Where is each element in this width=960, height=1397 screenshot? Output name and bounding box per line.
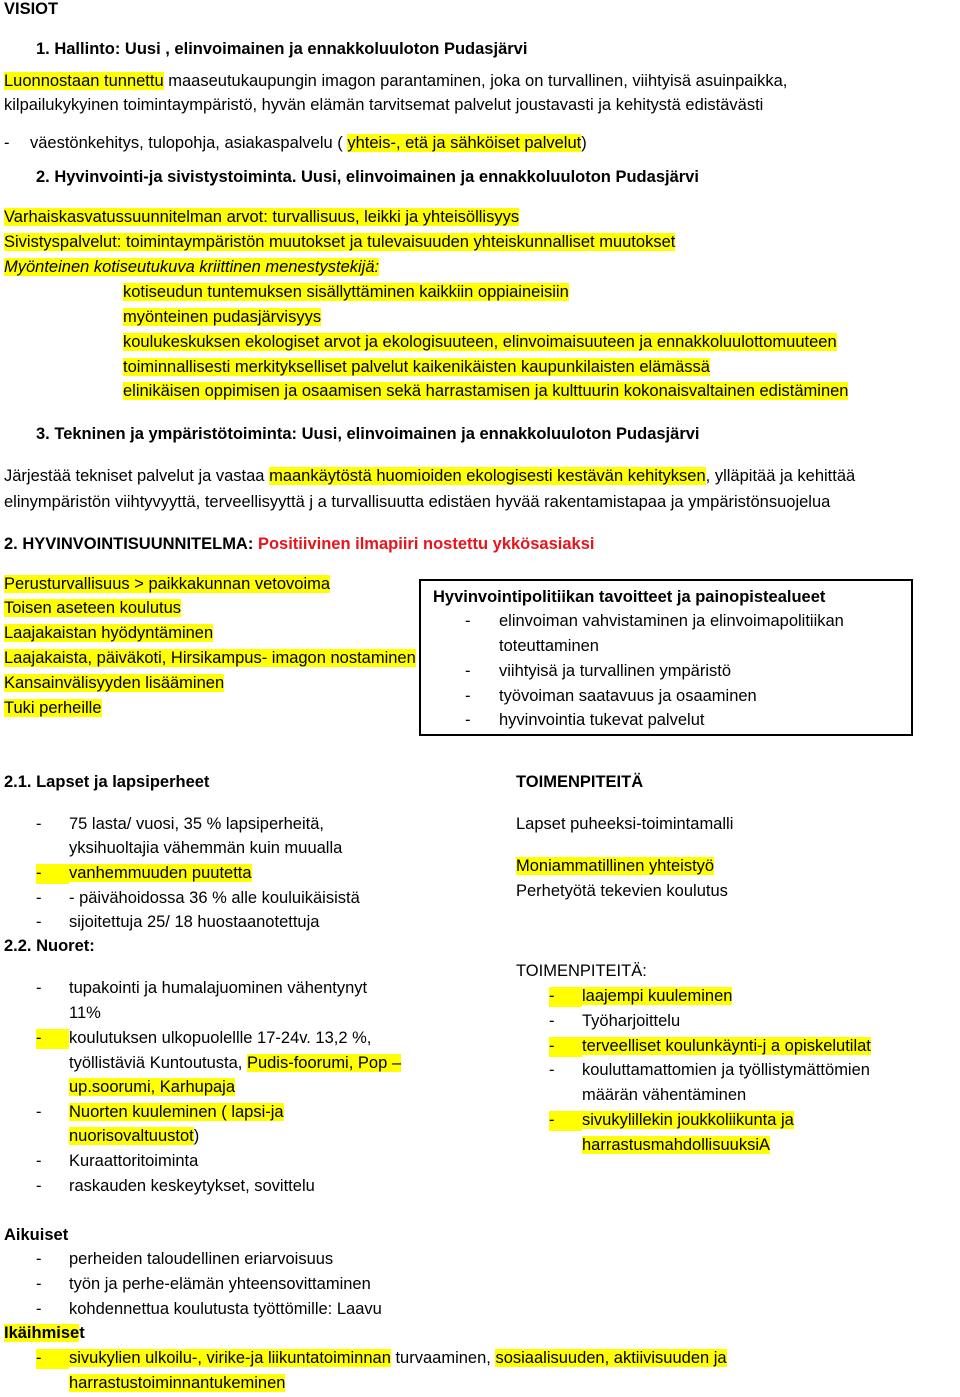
list-item: tupakointi ja humalajuominen vähentynyt [69, 979, 368, 997]
list-item: työllistäviä Kuntoutusta, Pudis-foorumi, Pop – [69, 1054, 402, 1072]
list-item: työn ja perhe-elämän yhteensovittaminen [69, 1275, 371, 1293]
action-item: terveelliset koulunkäynti-j a opiskelutilat [582, 1037, 871, 1055]
action-item: Lapset puheeksi-toimintamalli [516, 815, 734, 833]
section-2-item: elinikäisen oppimisen ja osaamisen sekä harrastamisen ja kulttuurin kokonaisvaltainen edistäminen [123, 382, 849, 400]
action-item: kouluttamattomien ja työllistymättömien [582, 1061, 870, 1079]
box-item: hyvinvointia tukevat palvelut [499, 711, 705, 729]
highlight-text: Luonnostaan tunnettu [4, 72, 164, 90]
list-item: Tuki perheille [4, 699, 102, 717]
action-item: Työharjoittelu [582, 1012, 681, 1030]
section-2-item: toiminnallisesti merkitykselliset palvelut kaikenikäisten kaupunkilaisten elämässä [123, 358, 710, 376]
section-1-bullet: - väestönkehitys, tulopohja, asiakaspalvelu ( yhteis-, etä ja sähköiset palvelut) [4, 134, 587, 152]
action-item: harrastusmahdollisuuksiA [582, 1136, 771, 1154]
section-1-paragraph-line2: kilpailukykyinen toimintaympäristö, hyvän elämän tarvitsemat palvelut joustavasti ja kehitystä edistävästi [4, 96, 764, 114]
actions-heading-2: TOIMENPITEITÄ: [516, 962, 647, 980]
list-item: sivukylien ulkoilu-, virike-ja liikuntatoiminnan turvaaminen, sosiaalisuuden, aktiivisuuden ja [69, 1349, 727, 1367]
action-item: sivukylillekin joukkoliikunta ja [582, 1111, 794, 1129]
section-2-item: kotiseudun tuntemuksen sisällyttäminen kaikkiin oppiaineisiin [123, 283, 569, 301]
box-item: viihtyisä ja turvallinen ympäristö [499, 662, 732, 680]
youth-heading: 2.2. Nuoret: [4, 937, 95, 955]
list-item: Laajakaista, päiväkoti, Hirsikampus- imagon nostaminen [4, 649, 416, 667]
action-item: laajempi kuuleminen [582, 987, 733, 1005]
section-2-heading: 2. Hyvinvointi-ja sivistystoiminta. Uusi, elinvoimainen ja ennakkoluuloton Pudasjärvi [36, 168, 699, 186]
section-2-line3: Myönteinen kotiseutukuva kriittinen menestystekijä: [4, 258, 380, 276]
actions-heading: TOIMENPITEITÄ [516, 773, 644, 791]
section-3-paragraph-line2: elinympäristön viihtyvyyttä, terveellisyyttä j a turvallisuutta edistäen hyvää rakentamistapaa ja ympäristönsuojelua [4, 493, 831, 511]
section-2-line2: Sivistyspalvelut: toimintaympäristön muutokset ja tulevaisuuden yhteiskunnalliset muutokset [4, 233, 676, 251]
list-item: Perusturvallisuus > paikkakunnan vetovoima [4, 575, 331, 593]
section-3-paragraph-line1: Järjestää tekniset palvelut ja vastaa maankäytöstä huomioiden ekologisesti kestävän kehityksen, ylläpitää ja kehittää [4, 467, 856, 485]
list-item: raskauden keskeytykset, sovittelu [69, 1177, 315, 1195]
list-item: Nuorten kuuleminen ( lapsi-ja [69, 1103, 284, 1121]
list-item: harrastustoiminnantukeminen [69, 1374, 286, 1392]
list-item: sijoitettuja 25/ 18 huostaanotettuja [69, 913, 320, 931]
list-item: - päivähoidossa 36 % alle kouluikäisistä [69, 889, 360, 907]
list-item: 75 lasta/ vuosi, 35 % lapsiperheitä, [69, 815, 324, 833]
list-item: yksihuoltajia vähemmän kuin muualla [69, 839, 343, 857]
elderly-heading: Ikäihmiset [4, 1324, 85, 1342]
list-item: perheiden taloudellinen eriarvoisuus [69, 1250, 334, 1268]
list-item: kohdennettua koulutusta työttömille: Laavu [69, 1300, 382, 1318]
children-heading: 2.1. Lapset ja lapsiperheet [4, 773, 210, 791]
section-1-heading: 1. Hallinto: Uusi , elinvoimainen ja ennakkoluuloton Pudasjärvi [36, 40, 528, 58]
action-item: Perhetyötä tekevien koulutus [516, 882, 728, 900]
adults-heading: Aikuiset [4, 1226, 69, 1244]
action-item: Moniammatillinen yhteistyö [516, 857, 715, 875]
page-title: VISIOT [4, 0, 59, 18]
welfare-plan-heading: 2. HYVINVOINTISUUNNITELMA: Positiivinen ilmapiiri nostettu ykkösasiaksi [4, 535, 595, 553]
list-item: Kuraattoritoiminta [69, 1152, 199, 1170]
list-item: Laajakaistan hyödyntäminen [4, 624, 214, 642]
section-2-item: koulukeskuksen ekologiset arvot ja ekologisuuteen, elinvoimaisuuteen ja ennakkoluulottomuuteen [123, 333, 837, 351]
list-item: 11% [69, 1004, 101, 1022]
box-item: työvoiman saatavuus ja osaaminen [499, 687, 757, 705]
box-item: toteuttaminen [499, 637, 599, 655]
welfare-plan-list [4, 574, 418, 724]
box-title: Hyvinvointipolitiikan tavoitteet ja painopistealueet [433, 588, 826, 606]
section-1-paragraph-line1: Luonnostaan tunnettu maaseutukaupungin imagon parantaminen, joka on turvallinen, viihtyisä asuinpaikka, [4, 72, 788, 90]
list-item: Toisen aseteen koulutus [4, 599, 182, 617]
section-2-line1: Varhaiskasvatussuunnitelman arvot: turvallisuus, leikki ja yhteisöllisyys [4, 208, 520, 226]
section-3-heading: 3. Tekninen ja ympäristötoiminta: Uusi, elinvoimainen ja ennakkoluuloton Pudasjärvi [36, 425, 700, 443]
list-item: nuorisovaltuustot) [69, 1127, 200, 1145]
list-item: Kansainvälisyyden lisääminen [4, 674, 225, 692]
list-item: up.soorumi, Karhupaja [69, 1078, 236, 1096]
action-item: määrän vähentäminen [582, 1086, 747, 1104]
section-2-item: myönteinen pudasjärvisyys [123, 308, 322, 326]
welfare-policy-box: Hyvinvointipolitiikan tavoitteet ja painopistealueet - elinvoiman vahvistaminen ja elinvoimapolitiikan toteuttaminen - viihtyisä ja turvallinen ympäristö - työvoiman saatavuus ja osaaminen - hyvinvointia tukevat palvelut [419, 579, 913, 736]
list-item: koulutuksen ulkopuolellle 17-24v. 13,2 %, [69, 1029, 372, 1047]
box-item: elinvoiman vahvistaminen ja elinvoimapolitiikan [499, 612, 844, 630]
list-item: vanhemmuuden puutetta [69, 864, 252, 882]
